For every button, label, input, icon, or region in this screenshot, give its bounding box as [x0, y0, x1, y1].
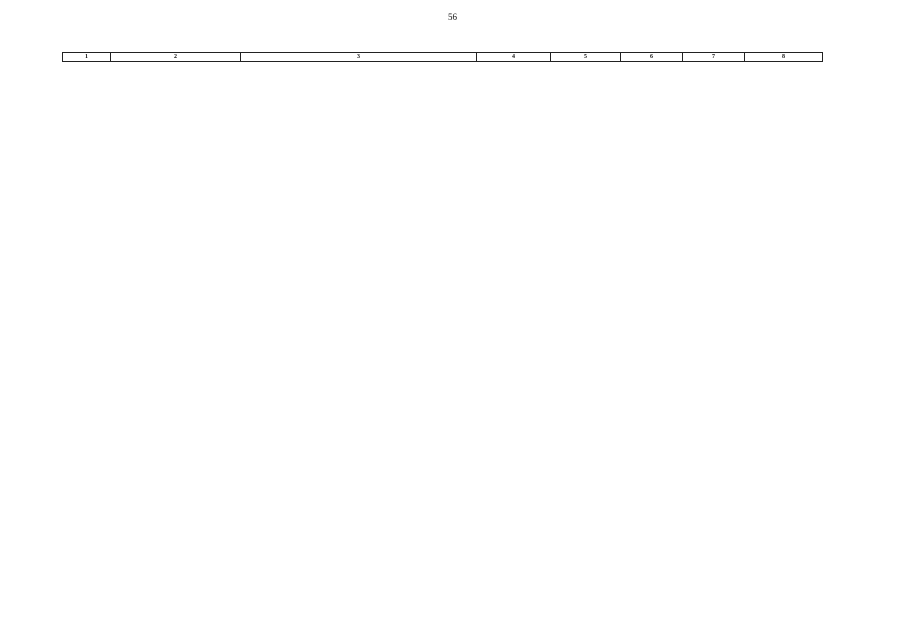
column-header: 5	[551, 53, 621, 62]
data-table	[62, 52, 823, 62]
column-header: 3	[241, 53, 477, 62]
column-header: 4	[477, 53, 551, 62]
page-number: 56	[448, 12, 457, 22]
column-header: 1	[63, 53, 111, 62]
table-header-row	[63, 53, 823, 62]
column-header: 7	[683, 53, 745, 62]
column-header: 8	[745, 53, 823, 62]
column-header: 2	[111, 53, 241, 62]
column-header: 6	[621, 53, 683, 62]
